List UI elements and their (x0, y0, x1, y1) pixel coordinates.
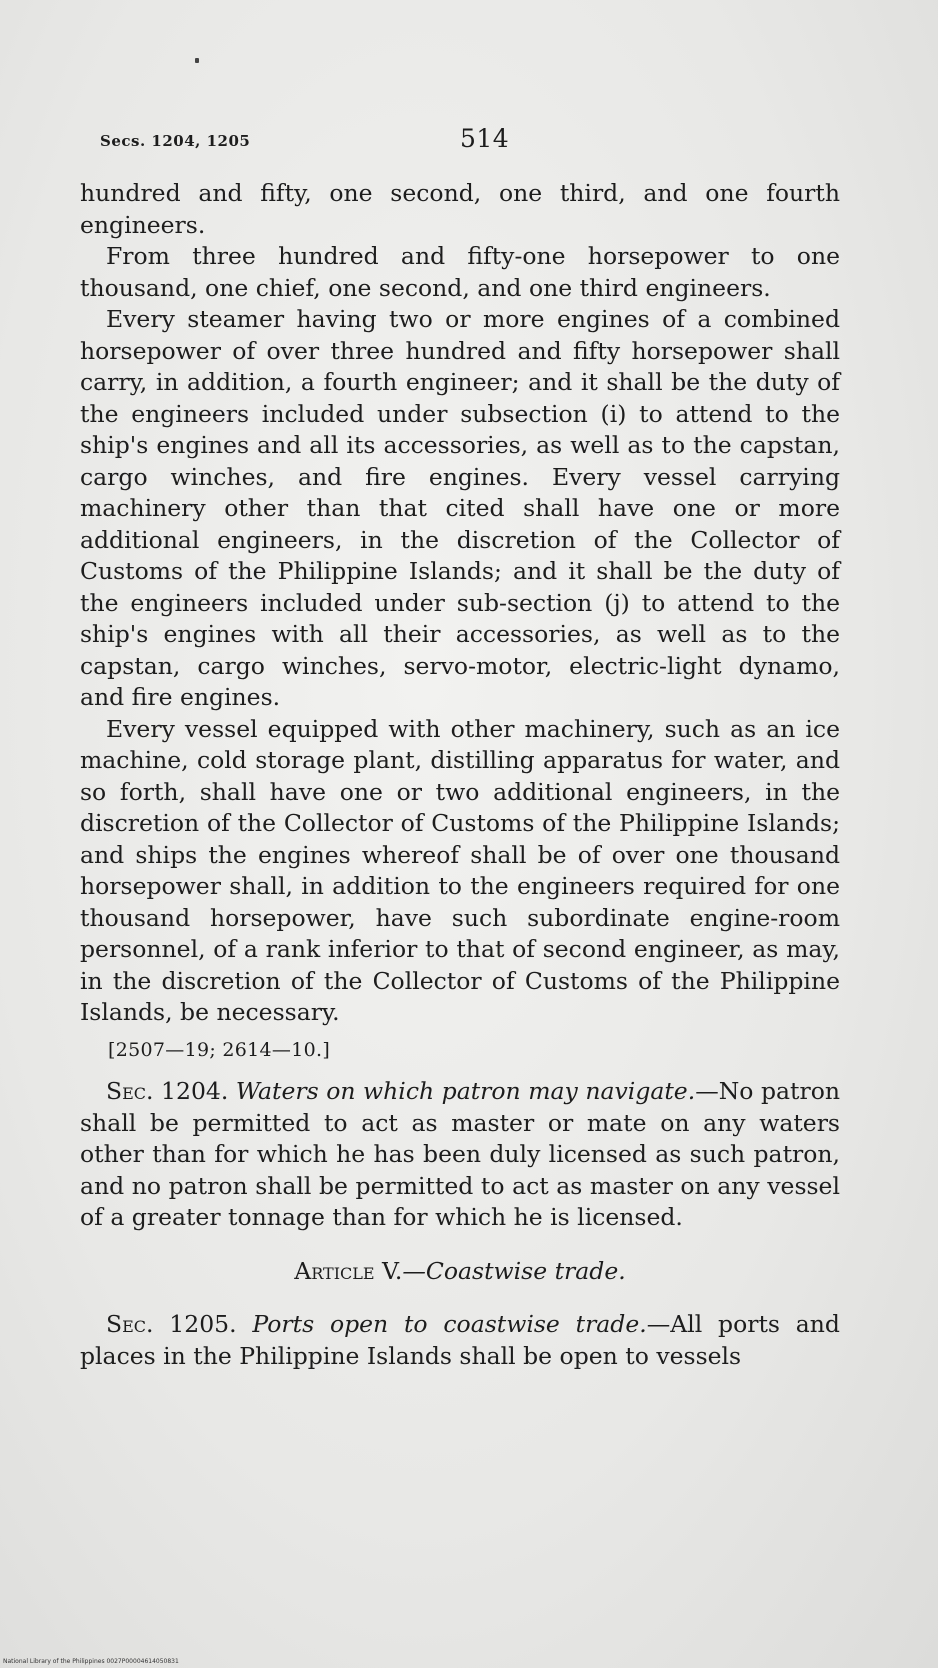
section-label: Sec. 1205. (106, 1310, 237, 1338)
article-heading (80, 1256, 840, 1288)
section-title: Ports open to coastwise trade. (252, 1310, 647, 1338)
paragraph: Every steamer having two or more engines of a combined horsepower of over three hundred and fifty horsepower shall carry, in addition, a fourth engineer; and it shall be the duty of the engineers included under subsection (i) to attend to the ship's engines and all its accessories, as well as to the capstan, cargo winches, and fire engines. Every vessel carrying machinery other than that cited shall have one or more additional engineers, in the discretion of the Collector of Customs of the Philippine Islands; and it shall be the duty of the engineers included under sub-section (j) to attend to the ship's engines with all their accessories, as well as to the capstan, cargo winches, servo-motor, electric-light dynamo, and fire engines. (80, 305, 840, 711)
article-title: —Coastwise trade. (402, 1256, 626, 1285)
section-range: Secs. 1204, 1205 (100, 132, 251, 150)
section-1205 (80, 1309, 840, 1372)
ink-speck (195, 58, 199, 63)
page-header (100, 124, 860, 160)
paragraph: From three hundred and fifty-one horsepower to one thousand, one chief, one second, and one third engineers. (80, 242, 840, 302)
article-label: Article V. (294, 1256, 403, 1285)
page-number: 514 (460, 124, 510, 153)
section-label: Sec. 1204. (106, 1077, 229, 1105)
section-text: —No patron shall be permitted to act as master or mate on any waters other than for which he has been duly licensed as such patron, and no patron shall be permitted to act as master on any vessel of a greater tonnage than for which he is licensed. (80, 1077, 840, 1231)
page-body (80, 178, 840, 1372)
section-text: —All ports and places in the Philippine Islands shall be open to vessels (80, 1310, 840, 1370)
paragraph: Every vessel equipped with other machinery, such as an ice machine, cold storage plant, distilling apparatus for water, and so forth, shall have one or two additional engineers, in the discretion of the Collector of Customs of the Philippine Islands; and ships the engines whereof shall be of over one thousand horsepower shall, in addition to the engineers required for one thousand horsepower, have such subordinate engine-room personnel, of a rank inferior to that of second engineer, as may, in the discretion of the Collector of Customs of the Philippine Islands, be necessary. (80, 714, 840, 1026)
paragraph: hundred and fifty, one second, one third, and one fourth engineers. (80, 179, 840, 239)
citation-reference: [2507—19; 2614—10.] (108, 1038, 331, 1061)
section-1204 (80, 1076, 840, 1234)
scan-footer: National Library of the Philippines 0027P00004614050831 (3, 1658, 179, 1665)
section-title: Waters on which patron may navigate. (235, 1077, 696, 1105)
